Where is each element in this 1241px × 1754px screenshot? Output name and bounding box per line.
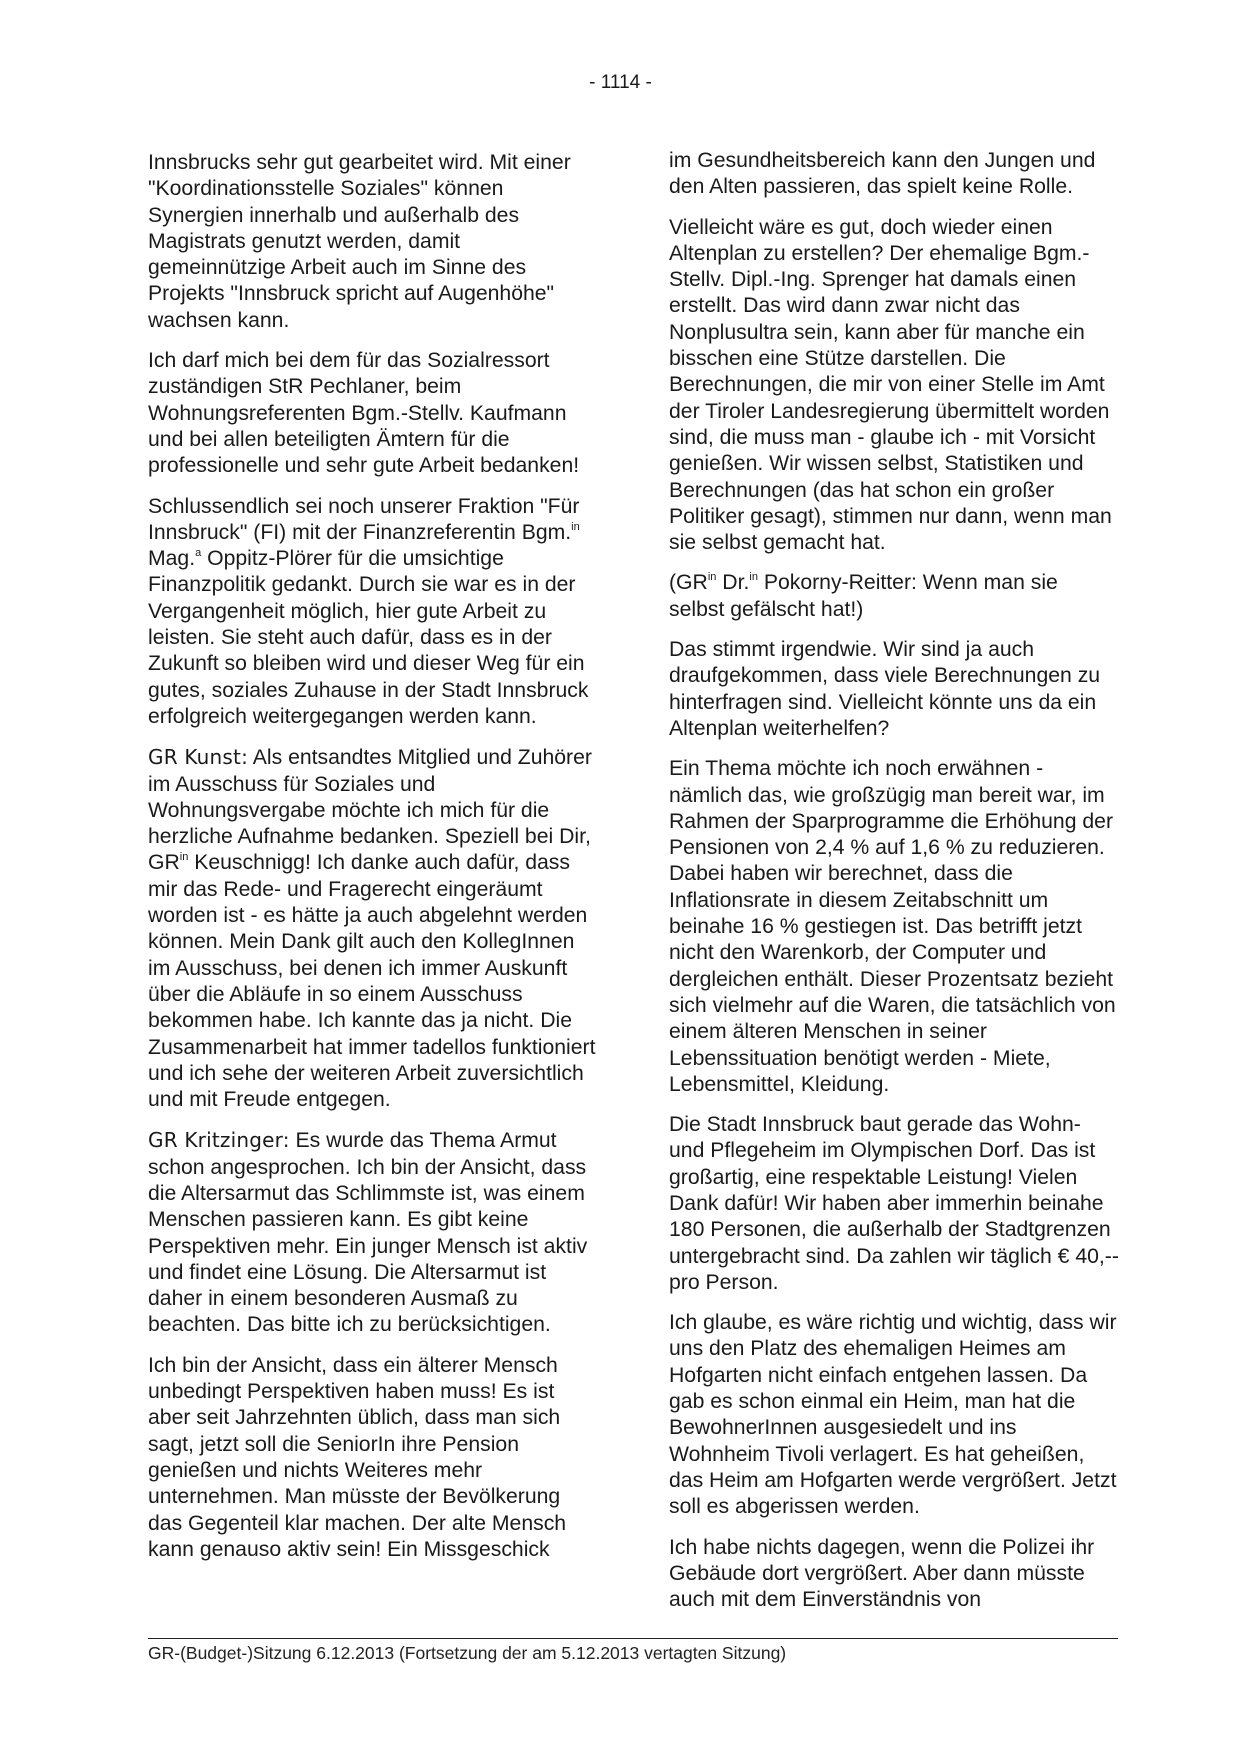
paragraph: Vielleicht wäre es gut, doch wieder einen Altenplan zu erstellen? Der ehemalige Bgm.-Stellv. Dipl.-Ing. Sprenger hat damals einen erstellt. Das wird dann zwar nicht das Nonplusultra sein, kann aber für manche ein bisschen eine Stütze darstellen. Die Berechnungen, die mir von einer Stelle im Amt der Tiroler Landesregierung übermittelt worden sind, die muss man - glaube ich - mit Vorsicht genießen. Wir wissen selbst, Statistiken und Berechnungen (das hat schon ein großer Politiker gesagt), stimmen nur dann, wenn man sie selbst gemacht hat.: [669, 215, 1112, 555]
text-run: Dr.: [716, 571, 750, 595]
paragraph: Ich habe nichts dagegen, wenn die Polizei ihr Gebäude dort vergrößert. Aber dann müsste auch mit dem Einverständnis von: [669, 1535, 1095, 1612]
text-run: Keuschnigg! Ich danke auch dafür, dass mir das Rede- und Fragerecht eingeräumt worden ist - es hätte ja auch abgelehnt werden können. Mein Dank gilt auch den KollegInnen im Ausschuss, bei denen ich immer Auskunft über die Abläufe in so einem Ausschuss bekommen habe. Ich kannte das ja nicht. Die Zusammenarbeit hat immer tadellos funktioniert und ich sehe der weiteren Arbeit zuversichtlich und mit Freude entgegen.: [148, 851, 596, 1112]
left-column: [148, 150, 598, 1577]
speaker-label: GR Kunst:: [148, 745, 249, 770]
paragraph: Innsbrucks sehr gut gearbeitet wird. Mit einer "Koordinationsstelle Soziales" können Synergien innerhalb und außerhalb des Magistrats genutzt werden, damit gemeinnützige Arbeit auch im Sinne des Projekts "Innsbruck spricht auf Augenhöhe" wachsen kann.: [148, 151, 571, 332]
paragraph: [669, 570, 1119, 623]
text-run: Oppitz-Plörer für die umsichtige Finanzpolitik gedankt. Durch sie war es in der Vergangenheit möglich, hier gute Arbeit zu leisten. Sie steht auch dafür, dass es in der Zukunft so bleiben wird und dieser Weg für ein gutes, soziales Zuhause in der Stadt Innsbruck erfolgreich weitergegangen werden kann.: [148, 547, 589, 728]
text-run: Schlussendlich sei noch unserer Fraktion "Für Innsbruck" (FI) mit der Finanzreferentin Bgm.: [148, 494, 580, 544]
speaker-label: GR Kritzinger:: [148, 1128, 290, 1153]
text-run: Als entsandtes Mitglied und Zuhörer im Ausschuss für Soziales und Wohnungsvergabe möchte ich mich für die herzliche Aufnahme bedanken. Speziell bei Dir, GR: [148, 746, 592, 875]
superscript: in: [749, 571, 758, 584]
text-run: Es wurde das Thema Armut schon angesprochen. Ich bin der Ansicht, dass die Altersarmut das Schlimmste ist, was einem Menschen passieren kann. Es gibt keine Perspektiven mehr. Ein junger Mensch ist aktiv und findet eine Lösung. Die Altersarmut ist daher in einem besonderen Ausmaß zu beachten. Das bitte ich zu berücksichtigen.: [148, 1129, 588, 1337]
paragraph: im Gesundheitsbereich kann den Jungen und den Alten passieren, das spielt keine Rolle.: [669, 149, 1096, 199]
superscript: in: [707, 571, 717, 584]
superscript: a: [195, 547, 202, 560]
page-number: - 1114 -: [589, 72, 652, 93]
text-run: Mag.: [148, 547, 196, 571]
paragraph: Ein Thema möchte ich noch erwähnen - nämlich das, wie großzügig man bereit war, im Rahmen der Sparprogramme die Erhöhung der Pensionen von 2,4 % auf 1,6 % zu reduzieren. Dabei haben wir berechnet, dass die Inflationsrate in diesem Zeitabschnitt um beinahe 16 % gestiegen ist. Das betrifft jetzt nicht den Warenkorb, der Computer und dergleichen enthält. Dieser Prozentsatz bezieht sich vielmehr auf die Waren, die tatsächlich von einem älteren Menschen in seiner Lebenssituation benötigt werden - Miete, Lebensmittel, Kleidung.: [669, 757, 1116, 1096]
paragraph: Ich glaube, es wäre richtig und wichtig, dass wir uns den Platz des ehemaligen Heimes am Hofgarten nicht einfach entgehen lassen. Da gab es schon einmal ein Heim, man hat die BewohnerInnen ausgesiedelt und ins Wohnheim Tivoli verlagert. Es hat geheißen, das Heim am Hofgarten werde vergrößert. Jetzt soll es abgerissen werden.: [669, 1311, 1117, 1519]
paragraph: [148, 494, 598, 731]
paragraph: [148, 744, 598, 1113]
paragraph: Ich bin der Ansicht, dass ein älterer Mensch unbedingt Perspektiven haben muss! Es ist aber seit Jahrzehnten üblich, dass man sich sagt, jetzt soll die SeniorIn ihre Pension genießen und nichts Weiteres mehr unternehmen. Man müsste der Bevölkerung das Gegenteil klar machen. Der alte Mensch kann genauso aktiv sein! Ein Missgeschick: [148, 1353, 567, 1561]
superscript: in: [571, 520, 580, 533]
superscript: in: [179, 851, 189, 864]
right-column: [669, 148, 1119, 1627]
footer-divider: [148, 1638, 1118, 1639]
paragraph: Die Stadt Innsbruck baut gerade das Wohn- und Pflegeheim im Olympischen Dorf. Das ist großartig, eine respektable Leistung! Vielen Dank dafür! Wir haben aber immerhin beinahe 180 Personen, die außerhalb der Stadtgrenzen untergebracht sind. Da zahlen wir täglich € 40,-- pro Person.: [669, 1113, 1119, 1294]
text-run: Pokorny-Reitter: Wenn man sie selbst gefälscht hat!): [669, 571, 1058, 621]
text-run: (GR: [669, 571, 708, 595]
paragraph: [148, 1127, 598, 1338]
paragraph: Ich darf mich bei dem für das Sozialressort zuständigen StR Pechlaner, beim Wohnungsreferenten Bgm.-Stellv. Kaufmann und bei allen beteiligten Ämtern für die professionelle und sehr gute Arbeit bedanken!: [148, 349, 580, 478]
footer-text: GR-(Budget-)Sitzung 6.12.2013 (Fortsetzung der am 5.12.2013 vertagten Sitzung): [148, 1643, 787, 1663]
paragraph: Das stimmt irgendwie. Wir sind ja auch draufgekommen, dass viele Berechnungen zu hinterfragen sind. Vielleicht könnte uns da ein Altenplan weiterhelfen?: [669, 638, 1101, 740]
